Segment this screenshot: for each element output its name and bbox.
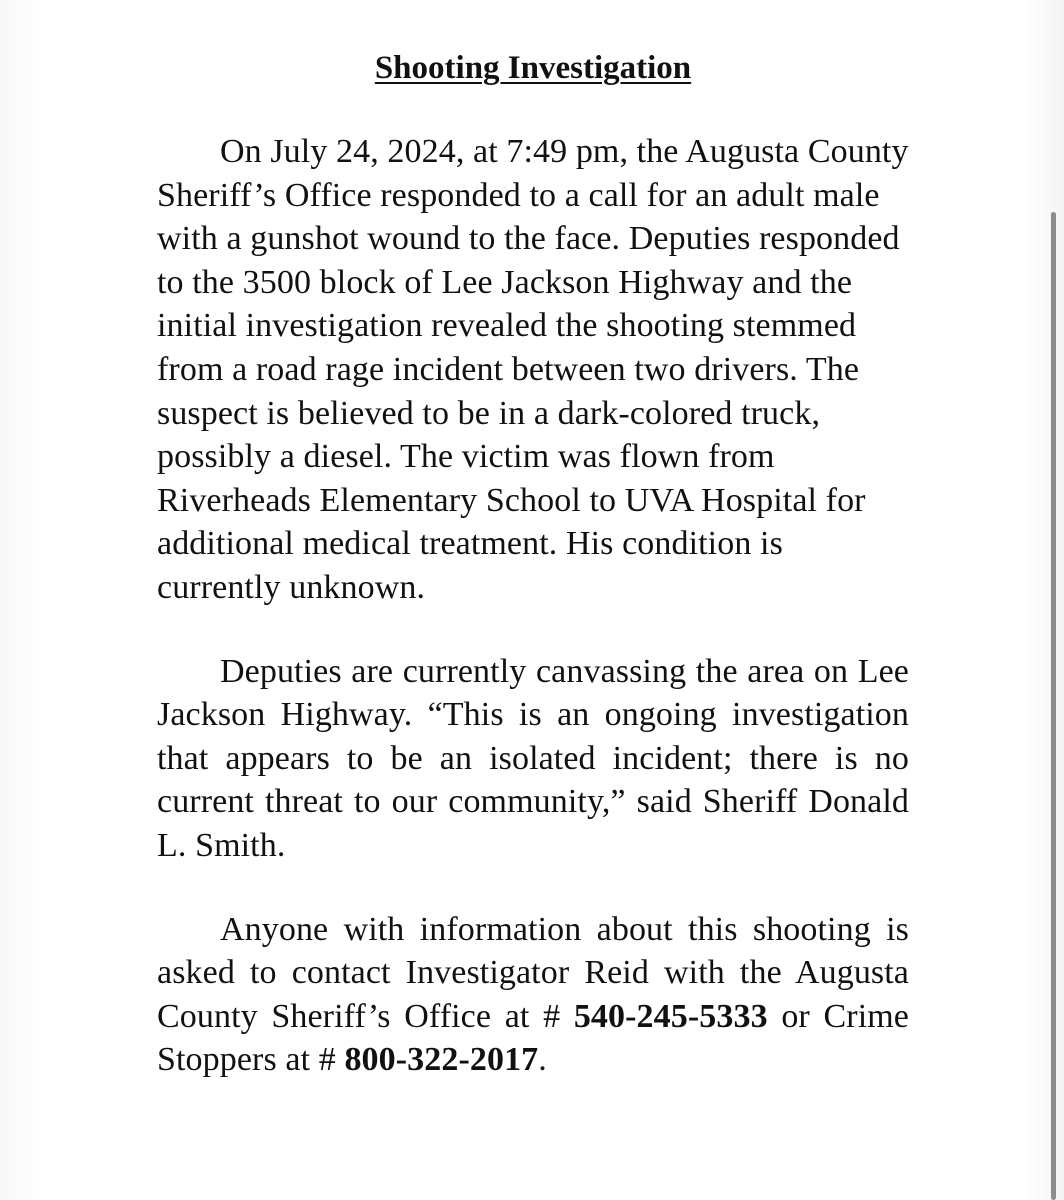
press-release-document [157,46,909,1082]
paragraph-contact-info [157,908,909,1082]
contact-text-middle: or Crime Stoppers at # [157,997,909,1079]
scrollbar-thumb[interactable] [1051,212,1056,1200]
investigator-phone-number: 540-245-5333 [573,997,768,1035]
paragraph-incident-details: On July 24, 2024, at 7:49 pm, the Augusta County Sheriff’s Office responded to a call for an adult male with a gunshot wound to the face. Deputies responded to the 3500 block of Lee Jackson Highway and the initial investigation revealed the shooting stemmed from a road rage incident between two drivers. The suspect is believed to be in a dark-colored truck, possibly a diesel. The victim was flown from Riverheads Elementary School to UVA Hospital for additional medical treatment. His condition is currently unknown. [157,133,909,606]
contact-text-lead: Anyone with information about this shooting is asked to contact Investigator Reid with the Augusta County Sheriff’s Office at # [157,910,909,1035]
document-title: Shooting Investigation [374,50,692,86]
crime-stoppers-phone-number: 800-322-2017 [344,1041,539,1079]
contact-text-end: . [538,1041,547,1079]
paragraph-canvassing-statement: Deputies are currently canvassing the area on Lee Jackson Highway. “This is an ongoing investigation that appears to be an isolated incident; there is no current threat to our community,” said Sheriff Donald L. Smith. [157,652,909,864]
